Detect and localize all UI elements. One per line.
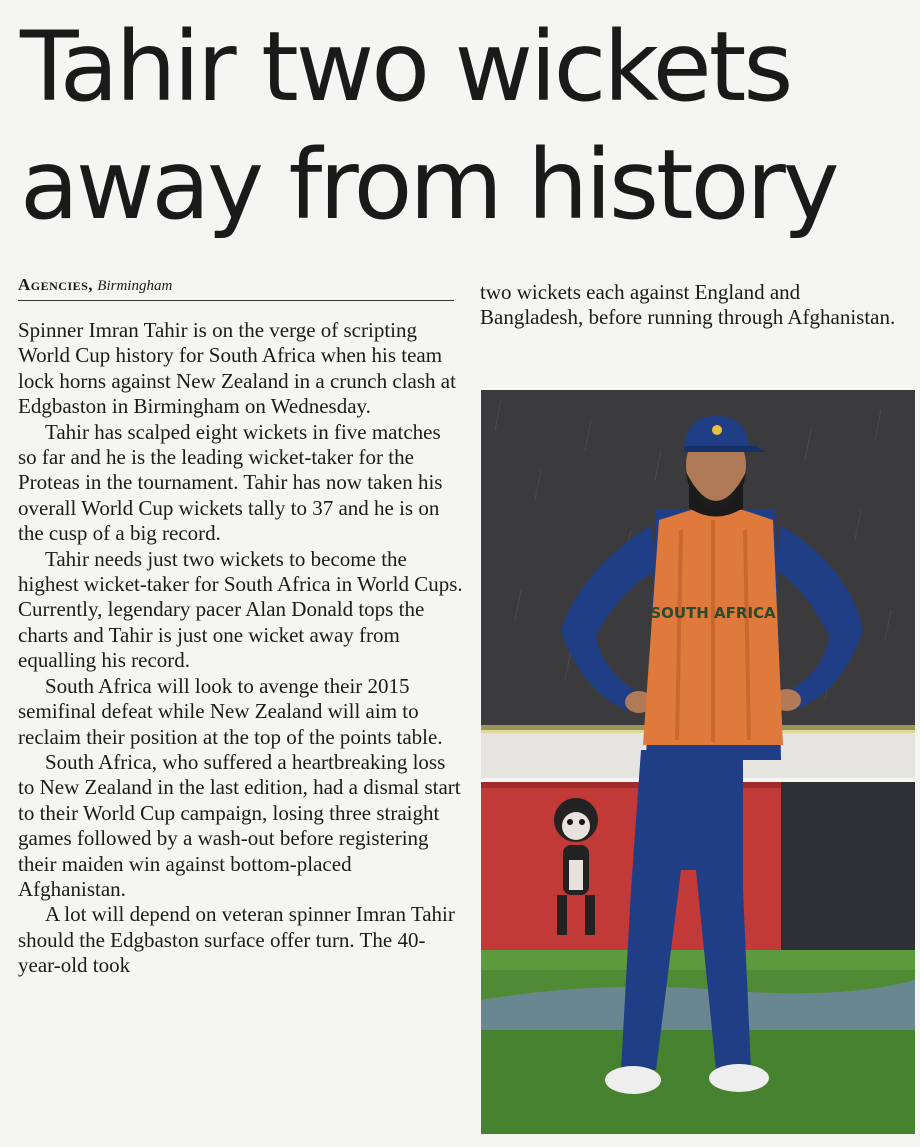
article-paragraph: Tahir has scalped eight wickets in five matches so far and he is the leading wicket-taker for the Proteas in the tournament. Tahir has now taken his overall World Cup wickets tally to 37 and he is on the cusp of a big record. — [18, 419, 443, 546]
byline — [18, 274, 172, 297]
player-photo-illustration — [481, 390, 915, 1134]
bib-label: SOUTH AFRICA — [650, 604, 776, 622]
headline — [20, 8, 900, 244]
article-paragraph: South Africa will look to avenge their 2015 semifinal defeat while New Zealand will aim to reclaim their position at the top of the points table. — [18, 673, 443, 749]
byline-rule — [18, 300, 454, 301]
article-paragraph: two wickets each against England and Bangladesh, before running through Afghanistan. — [480, 280, 896, 330]
headline-line-1: Tahir two wickets — [20, 11, 791, 123]
player-photo — [481, 390, 915, 1134]
byline-place: Birmingham — [97, 278, 173, 294]
article-paragraph: A lot will depend on veteran spinner Imran Tahir should the Edgbaston surface offer turn. The 40-year-old took — [18, 902, 455, 978]
byline-agency: Agencies, — [18, 275, 94, 294]
headline-line-2: away from history — [20, 129, 837, 241]
article-paragraph: Spinner Imran Tahir is on the verge of scripting World Cup history for South Africa when his team lock horns against New Zealand in a crunch clash at Edgbaston in Birmingham on Wednesday. — [18, 318, 456, 419]
article-paragraph: South Africa, who suffered a heartbreaking loss to New Zealand in the last edition, had a dismal start to their World Cup campaign, losing three straight games followed by a wash-out before registering their maiden win against bottom-placed Afghanistan. — [18, 749, 461, 901]
article-column-right — [480, 280, 900, 331]
article-paragraph: Tahir needs just two wickets to become the highest wicket-taker for South Africa in World Cups. Currently, legendary pacer Alan Donald tops the charts and Tahir is just one wicket away from equalling his record. — [18, 546, 463, 673]
article-column-left — [18, 318, 463, 979]
